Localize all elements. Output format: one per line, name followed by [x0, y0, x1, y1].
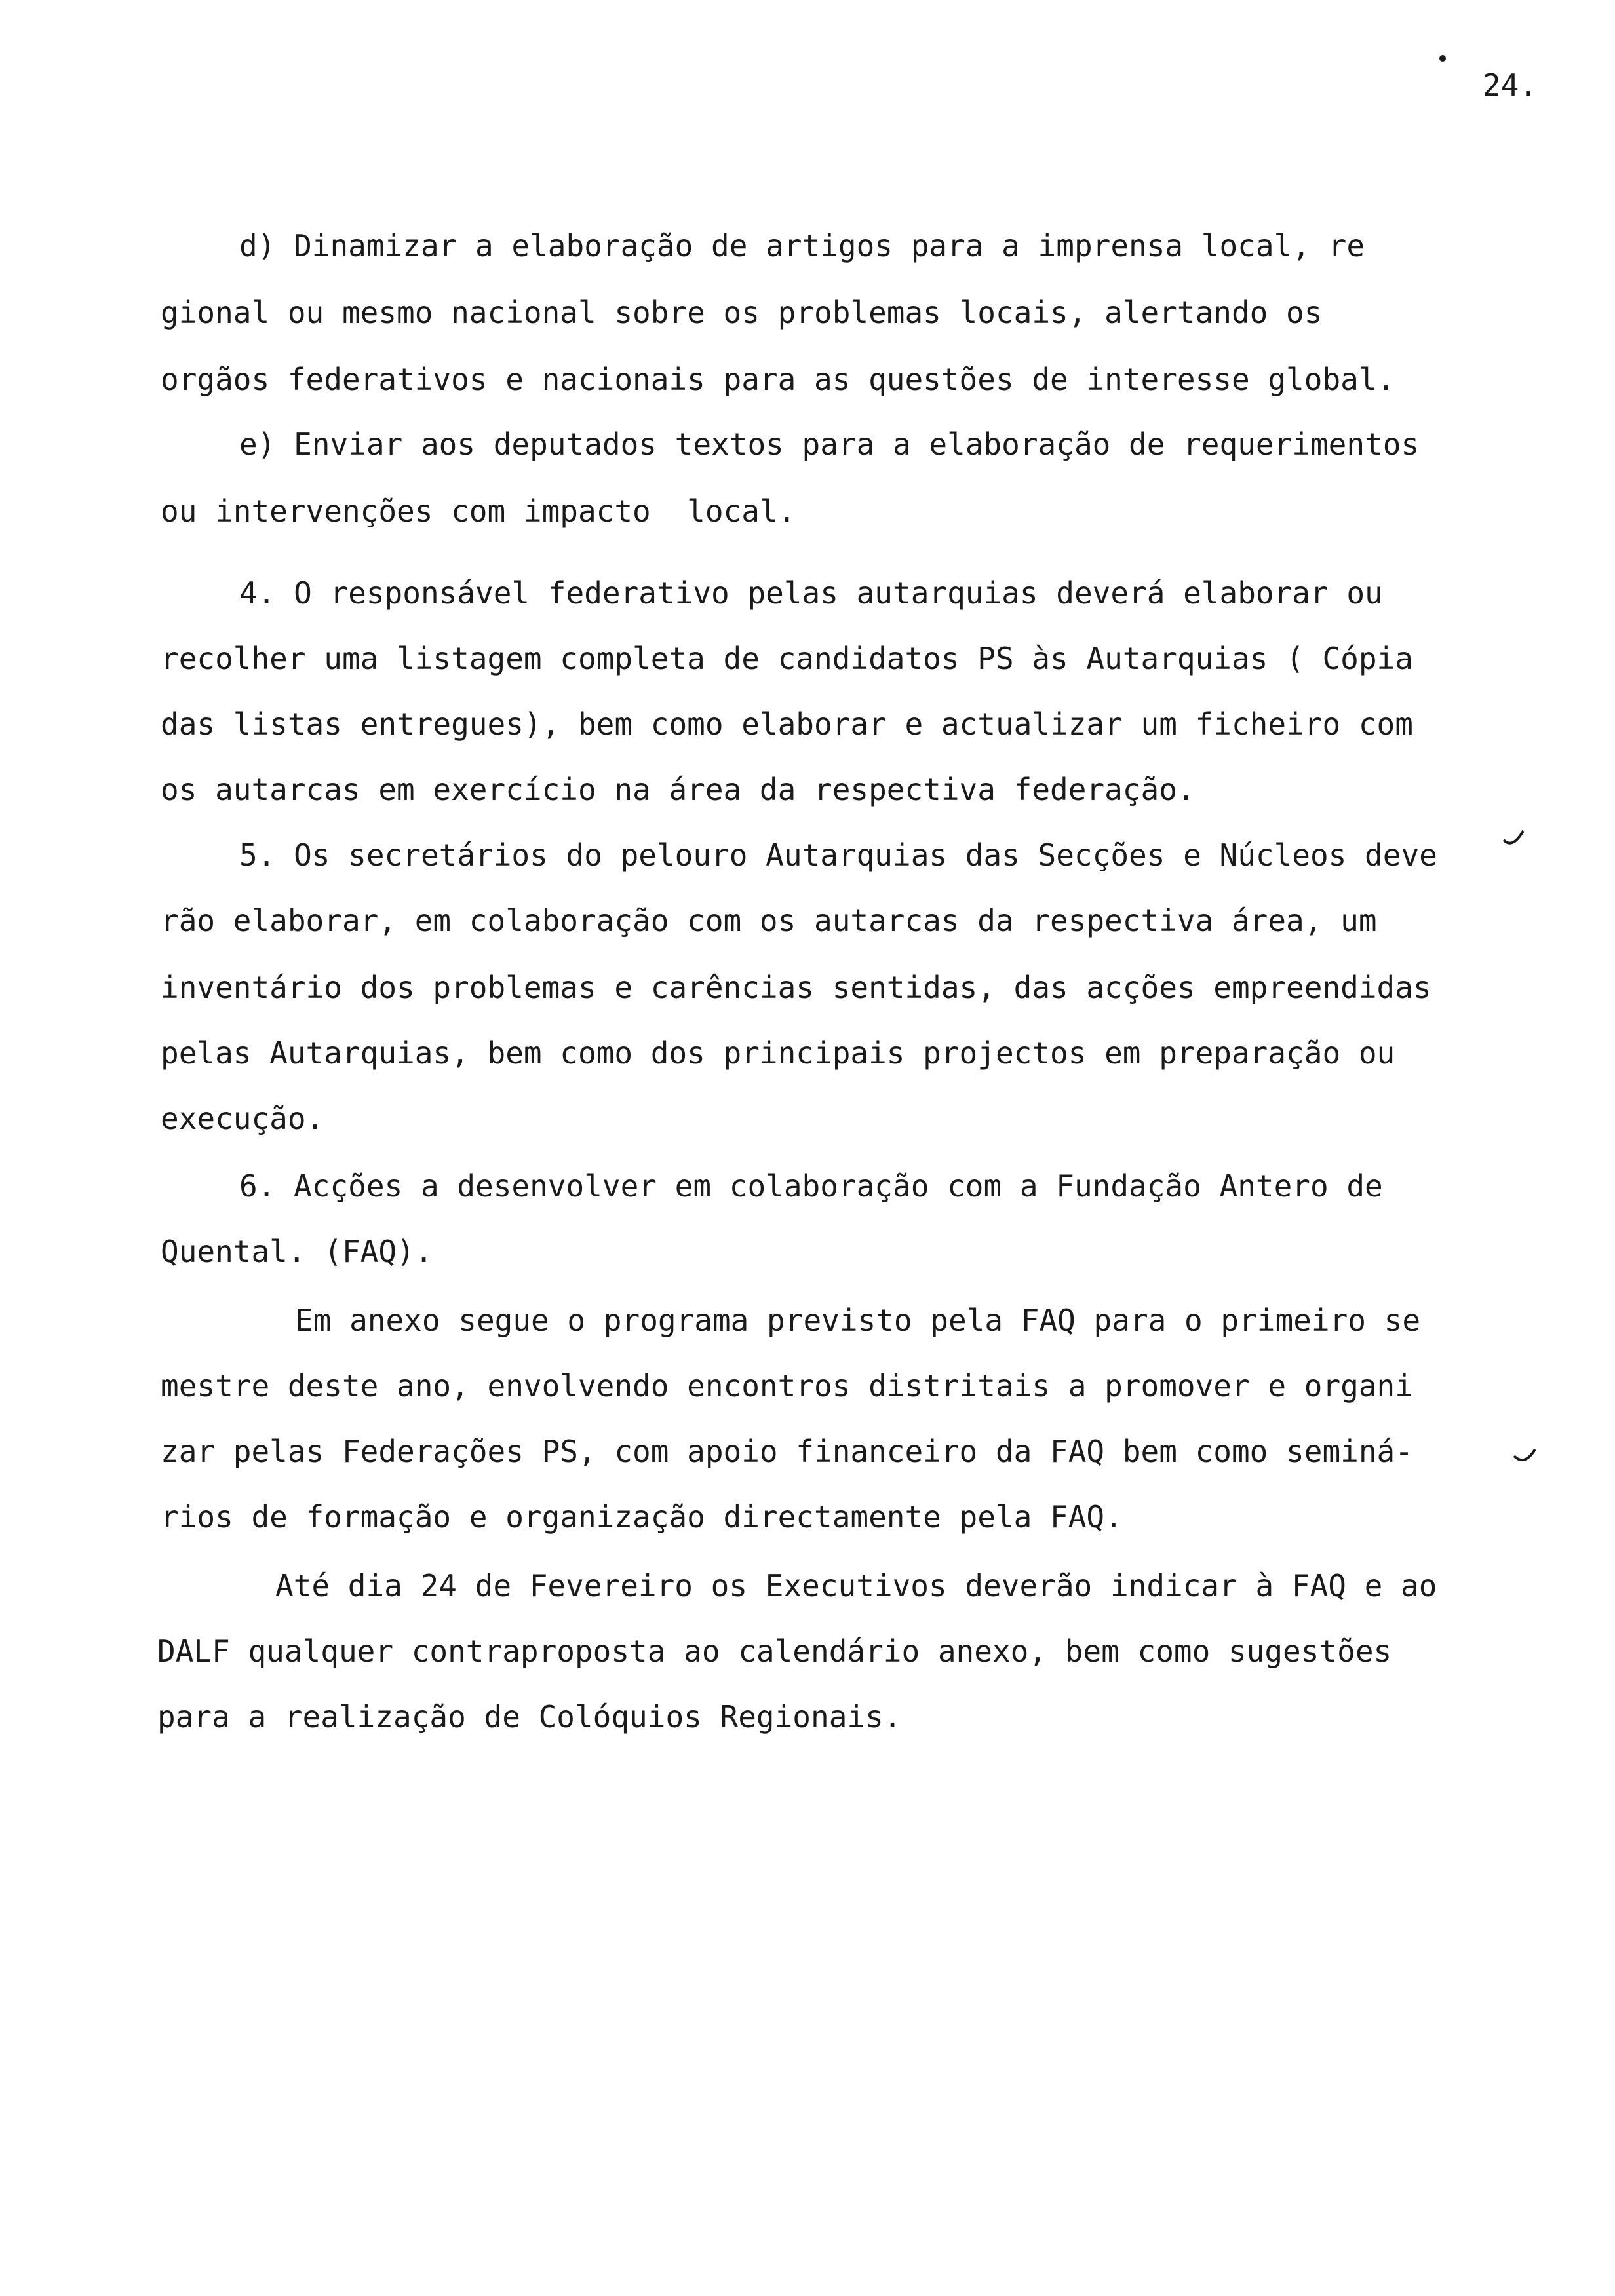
text-line: execução. — [161, 1101, 324, 1136]
text-line: d) Dinamizar a elaboração de artigos para a imprensa local, re — [239, 228, 1365, 263]
text-line: e) Enviar aos deputados textos para a elaboração de requerimentos — [239, 427, 1420, 462]
text-line: pelas Autarquias, bem como dos principais projectos em preparação ou — [161, 1035, 1395, 1071]
text-line: os autarcas em exercício na área da respectiva federação. — [161, 772, 1196, 807]
page-number: 24. — [1483, 67, 1538, 103]
hook-mark — [1513, 1436, 1539, 1468]
text-line: das listas entregues), bem como elaborar e actualizar um ficheiro com — [161, 706, 1413, 742]
text-line: 5. Os secretários do pelouro Autarquias das Secções e Núcleos deve — [239, 837, 1437, 873]
text-line: 6. Acções a desenvolver em colaboração com a Fundação Antero de — [239, 1168, 1383, 1204]
text-line: rão elaborar, em colaboração com os autarcas da respectiva área, um — [161, 903, 1377, 938]
hook-mark — [1501, 827, 1527, 853]
text-line: mestre deste ano, envolvendo encontros distritais a promover e organi — [161, 1368, 1413, 1404]
text-line: Quental. (FAQ). — [161, 1234, 433, 1269]
text-line: rios de formação e organização directamente pela FAQ. — [161, 1499, 1123, 1535]
text-line: ou intervenções com impacto local. — [161, 493, 796, 529]
text-line: 4. O responsável federativo pelas autarquias deverá elaborar ou — [239, 575, 1383, 611]
text-line: para a realização de Colóquios Regionais. — [157, 1699, 902, 1734]
text-line: zar pelas Federações PS, com apoio financeiro da FAQ bem como seminá- — [161, 1434, 1413, 1469]
text-line: inventário dos problemas e carências sentidas, das acções empreendidas — [161, 970, 1431, 1005]
text-line: orgãos federativos e nacionais para as questões de interesse global. — [161, 362, 1395, 397]
text-line: gional ou mesmo nacional sobre os problemas locais, alertando os — [161, 295, 1323, 330]
text-line: Em anexo segue o programa previsto pela FAQ para o primeiro se — [295, 1303, 1421, 1338]
text-line: recolher uma listagem completa de candidatos PS às Autarquias ( Cópia — [161, 641, 1413, 676]
text-line: DALF qualquer contraproposta ao calendário anexo, bem como sugestões — [157, 1634, 1392, 1669]
text-line: Até dia 24 de Fevereiro os Executivos deverão indicar à FAQ e ao — [275, 1568, 1437, 1603]
scan-dot-mark — [1439, 55, 1446, 62]
